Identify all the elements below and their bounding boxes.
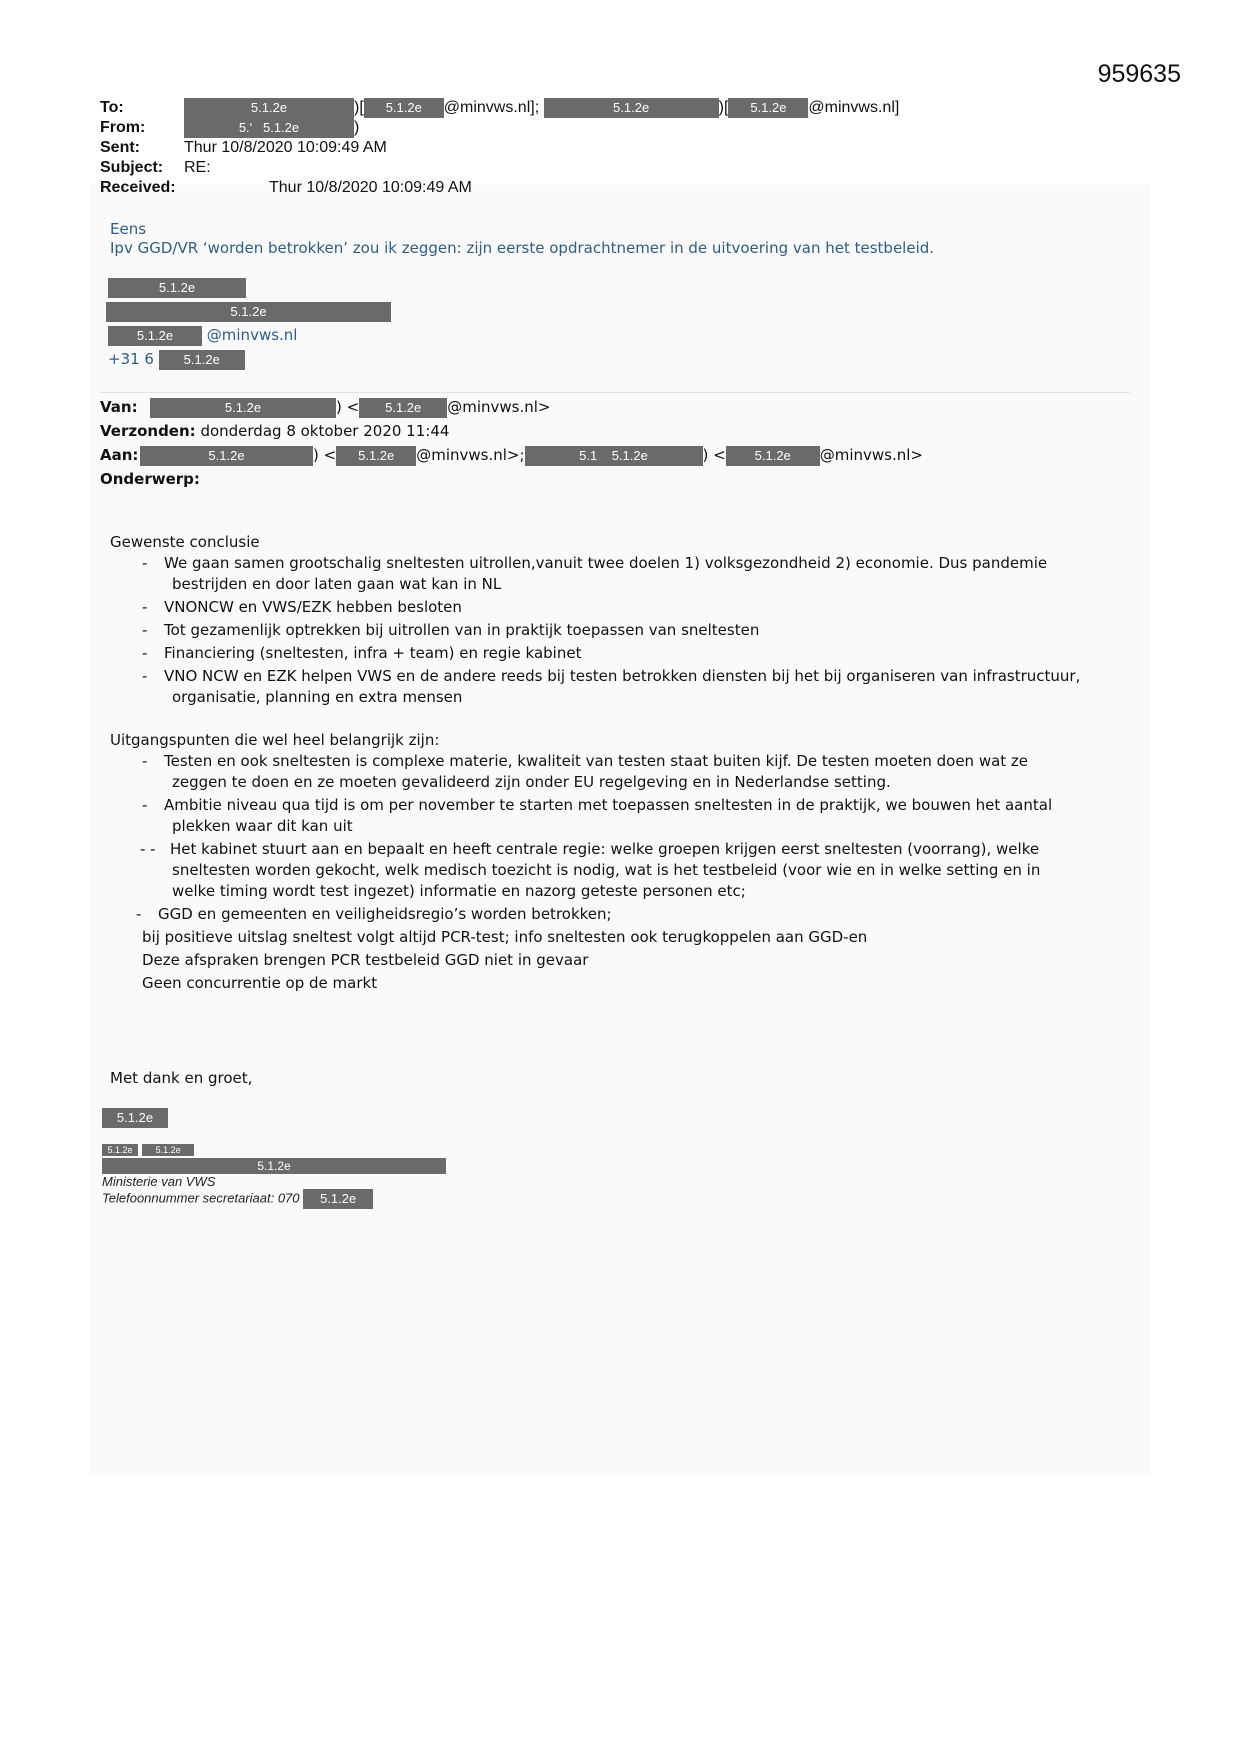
redaction-partial: 5.' bbox=[238, 120, 253, 135]
redaction-code: 5.1.2e bbox=[263, 120, 300, 135]
phone-label: Telefoonnummer secretariaat: 070 bbox=[102, 1190, 300, 1206]
subject-value: RE: bbox=[184, 159, 211, 176]
to-domain: @minvws.nl]; bbox=[443, 99, 540, 117]
list-item-text: Tot gezamenlijk optrekken bij uitrollen van in praktijk toepassen van sneltesten bbox=[164, 621, 760, 639]
redaction: 5.1.2e bbox=[364, 98, 444, 118]
redaction: 5.1.2e bbox=[336, 446, 416, 466]
aan-domain: @minvws.nl>; bbox=[416, 446, 525, 464]
subject-row bbox=[100, 158, 899, 178]
list-item bbox=[142, 643, 1140, 664]
redaction: 5.1.2e bbox=[184, 98, 354, 118]
redaction: 5.1.2e bbox=[159, 350, 245, 370]
original-header bbox=[100, 395, 923, 491]
list-item bbox=[142, 620, 1140, 641]
separator-line bbox=[100, 392, 1130, 393]
from-row bbox=[100, 118, 899, 138]
redaction: 5.1.2e bbox=[726, 446, 820, 466]
van-domain: @minvws.nl> bbox=[447, 398, 551, 416]
list-item-text: VNO NCW en EZK helpen VWS en de andere reeds bij testen betrokken diensten bij het bij organiseren van infrastructuur, bbox=[164, 667, 1081, 685]
redaction bbox=[184, 118, 354, 138]
list-item-text: sneltesten worden gekocht, welk medisch toezicht is nodig, wat is het testbeleid (voor wie en in welke setting en in bbox=[172, 861, 1041, 879]
list-item bbox=[142, 795, 1140, 837]
verzonden-label: Verzonden: bbox=[100, 422, 196, 440]
extra-line: bij positieve uitslag sneltest volgt altijd PCR-test; info sneltesten ook terugkoppelen aan GGD-en bbox=[142, 928, 868, 946]
conclusion-title: Gewenste conclusie bbox=[110, 533, 260, 551]
principles-title: Uitgangspunten die wel heel belangrijk zijn: bbox=[110, 731, 440, 749]
list-item bbox=[142, 839, 1140, 902]
conclusion-list bbox=[110, 553, 1140, 708]
list-item-text: zeggen te doen en ze moeten gevalideerd zijn onder EU regelgeving en in Nederlandse setting. bbox=[172, 773, 891, 791]
reply-line: Eens bbox=[110, 220, 147, 238]
sent-value: Thur 10/8/2020 10:09:49 AM bbox=[184, 139, 387, 156]
list-item-text: Ambitie niveau qua tijd is om per november te starten met toepassen sneltesten in de praktijk, we bouwen het aantal bbox=[164, 796, 1053, 814]
aan-mid: ) < bbox=[702, 446, 726, 464]
to-bracket: )[ bbox=[718, 99, 729, 117]
redaction: 5.1.2e bbox=[150, 398, 336, 418]
from-close: ) bbox=[354, 119, 360, 137]
redaction: 5.1.2e bbox=[140, 446, 313, 466]
principles-list bbox=[110, 751, 1140, 925]
from-label: From: bbox=[100, 119, 146, 137]
document-number: 959635 bbox=[1097, 60, 1181, 88]
redaction: 5.1.2e bbox=[102, 1144, 138, 1156]
van-label: Van: bbox=[100, 398, 138, 416]
received-label: Received: bbox=[100, 179, 176, 196]
list-item-text: Testen en ook sneltesten is complexe materie, kwaliteit van testen staat buiten kijf. De testen moeten doen wat ze bbox=[164, 752, 1029, 770]
signature-phone-prefix: +31 6 bbox=[108, 350, 154, 368]
to-label: To: bbox=[100, 99, 124, 117]
message-body bbox=[110, 532, 1140, 996]
list-item-text: Het kabinet stuurt aan en bepaalt en heeft centrale regie: welke groepen krijgen eerst sneltesten (voorrang), welke bbox=[170, 840, 1040, 858]
aan-domain: @minvws.nl> bbox=[819, 446, 923, 464]
redaction: 5.1.2e bbox=[303, 1189, 373, 1209]
redaction: 5.1.2e bbox=[106, 302, 391, 322]
email-header bbox=[100, 98, 899, 198]
list-item bbox=[142, 666, 1140, 708]
reply-line: Ipv GGD/VR ‘worden betrokken’ zou ik zeggen: zijn eerste opdrachtnemer in de uitvoering van het testbeleid. bbox=[110, 239, 935, 257]
signature-top bbox=[108, 275, 391, 371]
list-item bbox=[142, 553, 1140, 595]
list-item bbox=[142, 597, 1140, 618]
ministry-name: Ministerie van VWS bbox=[102, 1174, 216, 1189]
aan-mid: ) < bbox=[313, 446, 337, 464]
redaction-code: 5.1.2e bbox=[611, 447, 648, 463]
signature-bottom bbox=[102, 1108, 446, 1209]
sent-row bbox=[100, 138, 899, 158]
onderwerp-label: Onderwerp: bbox=[100, 470, 200, 488]
list-item bbox=[136, 904, 1140, 925]
list-item-text: We gaan samen grootschalig sneltesten uitrollen,vanuit twee doelen 1) volksgezondheid 2) economie. Dus pandemie bbox=[164, 554, 1048, 572]
list-item-text: Financiering (sneltesten, infra + team) en regie kabinet bbox=[164, 644, 582, 662]
list-item-text: organisatie, planning en extra mensen bbox=[172, 688, 463, 706]
verzonden-value: donderdag 8 oktober 2020 11:44 bbox=[200, 422, 450, 440]
redaction: 5.1.2e bbox=[102, 1158, 446, 1174]
reply-message bbox=[110, 220, 934, 258]
redaction: 5.1.2e bbox=[108, 326, 202, 346]
to-row bbox=[100, 98, 899, 118]
aan-label: Aan: bbox=[100, 446, 139, 464]
subject-label: Subject: bbox=[100, 159, 164, 176]
closing-greeting: Met dank en groet, bbox=[110, 1069, 253, 1087]
redaction: 5.1.2e bbox=[359, 398, 447, 418]
signature-email-domain: @minvws.nl bbox=[206, 326, 298, 344]
list-item-text: bestrijden en door laten gaan wat kan in NL bbox=[172, 575, 502, 593]
redaction: 5.1.2e bbox=[102, 1108, 168, 1128]
redaction: 5.1.2e bbox=[544, 98, 719, 118]
list-item-text: VNONCW en VWS/EZK hebben besloten bbox=[164, 598, 462, 616]
redaction: 5.1.2e bbox=[728, 98, 808, 118]
list-item-text: welke timing wordt test ingezet) informatie en nazorg geteste personen etc; bbox=[172, 882, 746, 900]
received-row bbox=[100, 178, 899, 198]
extra-line: Deze afspraken brengen PCR testbeleid GGD niet in gevaar bbox=[142, 951, 589, 969]
list-item-text: GGD en gemeenten en veiligheidsregio’s worden betrokken; bbox=[158, 905, 612, 923]
list-item bbox=[142, 751, 1140, 793]
received-value: Thur 10/8/2020 10:09:49 AM bbox=[269, 179, 472, 196]
extra-line: Geen concurrentie op de markt bbox=[142, 974, 378, 992]
list-item-text: plekken waar dit kan uit bbox=[172, 817, 353, 835]
redaction-partial: 5.1 bbox=[579, 447, 598, 463]
sent-label: Sent: bbox=[100, 139, 140, 156]
to-domain: @minvws.nl] bbox=[808, 99, 900, 117]
redaction: 5.1.2e bbox=[142, 1144, 194, 1156]
to-bracket: )[ bbox=[354, 99, 364, 117]
redaction bbox=[525, 446, 703, 466]
redaction: 5.1.2e bbox=[108, 278, 246, 298]
van-mid: ) < bbox=[336, 398, 360, 416]
